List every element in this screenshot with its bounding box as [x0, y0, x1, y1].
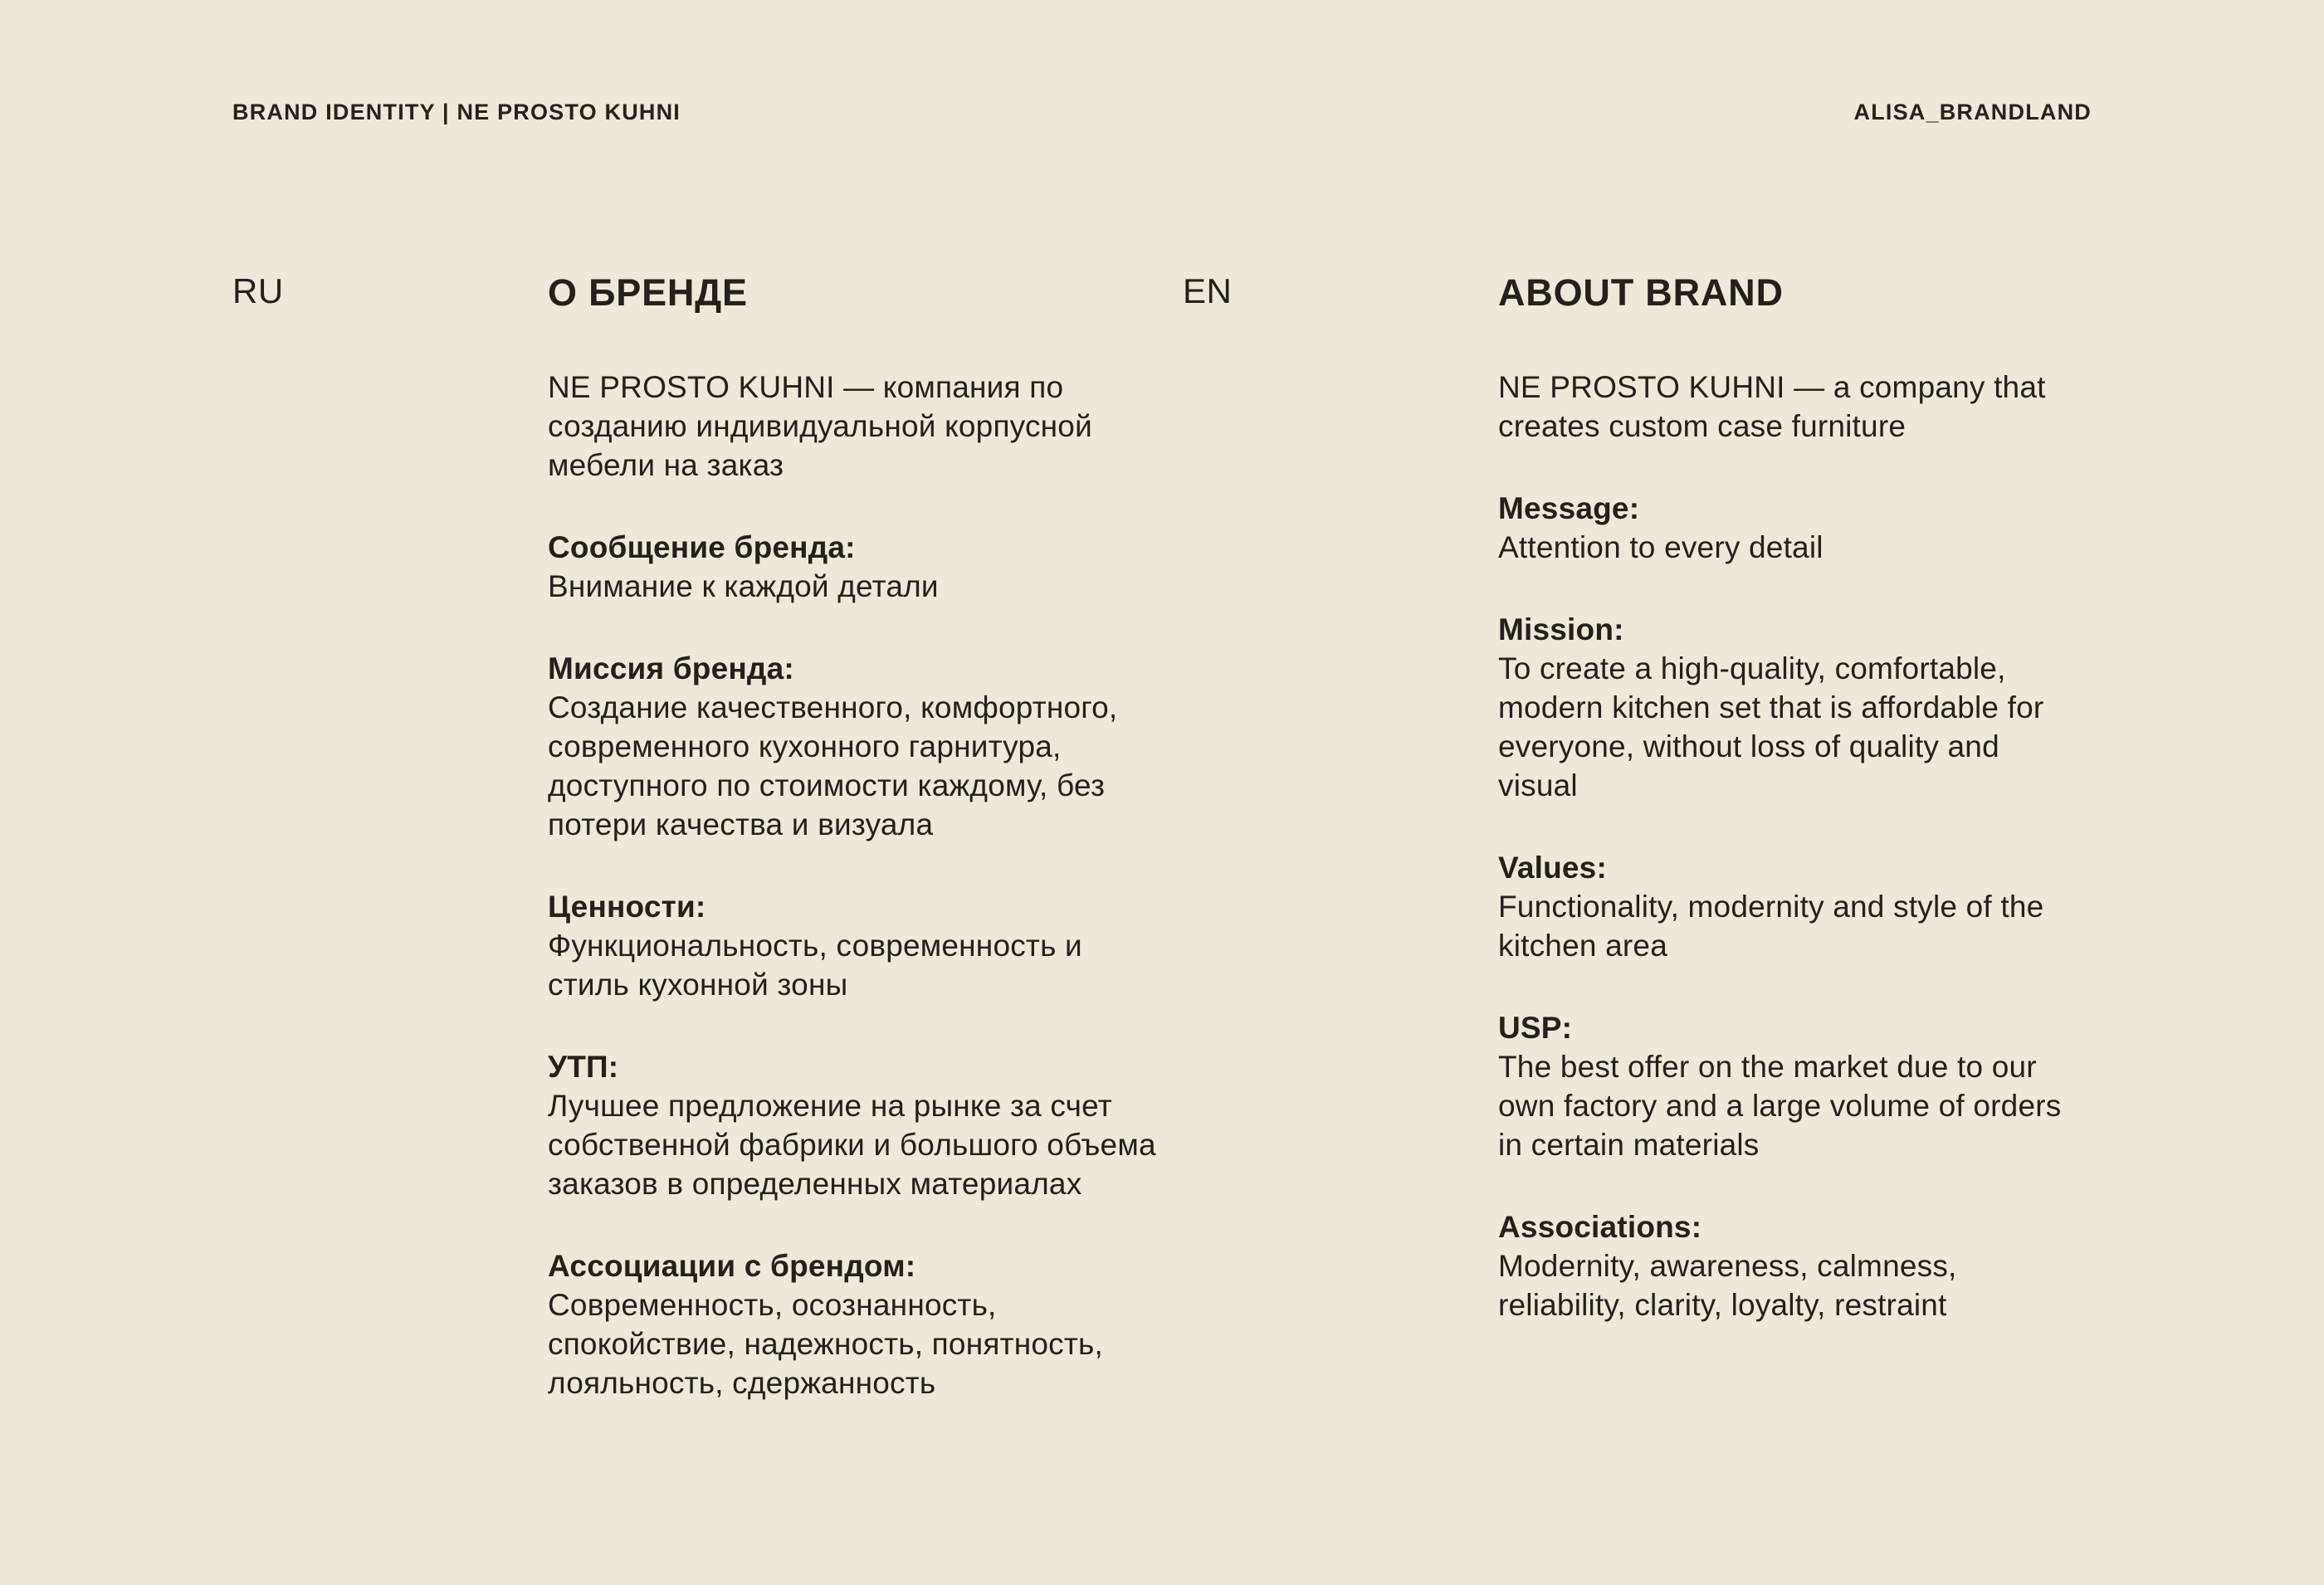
section-body: Modernity, awareness, calmness, reliability, clarity, loyalty, restraint	[1498, 1249, 1957, 1322]
section-body: Внимание к каждой детали	[548, 569, 939, 603]
section-body: Attention to every detail	[1498, 530, 1824, 564]
intro-paragraph-ru: NE PROSTO KUHNI — компания по созданию индивидуальной корпусной мебели на заказ	[548, 370, 1092, 482]
column-en	[1498, 271, 2092, 1324]
section-usp-ru	[548, 1047, 1158, 1203]
section-values-en	[1498, 848, 2067, 965]
section-body: Functionality, modernity and style of the kitchen area	[1498, 890, 2044, 963]
section-values-ru	[548, 887, 1158, 1004]
section-body: Функциональность, современность и стиль кухонной зоны	[548, 929, 1082, 1002]
intro-paragraph-en: NE PROSTO KUHNI — a company that creates custom case furniture	[1498, 370, 2046, 443]
lang-label-ru: RU	[232, 271, 284, 310]
slide-header	[232, 100, 2092, 125]
section-message-en	[1498, 489, 2067, 567]
section-title: УТП:	[548, 1050, 619, 1084]
section-body: To create a high-quality, comfortable, modern kitchen set that is affordable for everyone, without loss of quality and visual	[1498, 651, 2044, 802]
section-mission-ru	[548, 649, 1158, 844]
column-heading-ru: О БРЕНДЕ	[548, 271, 748, 314]
section-mission-en	[1498, 610, 2067, 805]
section-body: Современность, осознанность, спокойствие, надежность, понятность, лояльность, сдержанность	[548, 1288, 1103, 1400]
section-body: Создание качественного, комфортного, современного кухонного гарнитура, доступного по стоимости каждому, без потери качества и визуала	[548, 690, 1118, 841]
section-associations-ru	[548, 1246, 1158, 1402]
section-body: Лучшее предложение на рынке за счет собственной фабрики и большого объема заказов в определенных материалах	[548, 1089, 1156, 1201]
section-title: Миссия бренда:	[548, 651, 794, 685]
section-title: USP:	[1498, 1011, 1573, 1045]
content-grid	[232, 271, 2092, 1402]
section-title: Mission:	[1498, 612, 1624, 646]
section-title: Message:	[1498, 491, 1640, 525]
section-title: Values:	[1498, 851, 1607, 885]
section-title: Ассоциации с брендом:	[548, 1249, 916, 1283]
section-title: Ценности:	[548, 890, 706, 924]
section-title: Associations:	[1498, 1210, 1702, 1244]
column-ru	[548, 271, 1183, 1402]
section-body: The best offer on the market due to our own factory and a large volume of orders in certain materials	[1498, 1050, 2062, 1162]
column-heading-en: ABOUT BRAND	[1498, 271, 1784, 314]
lang-label-en: EN	[1183, 271, 1233, 310]
header-author: ALISA_BRANDLAND	[1853, 100, 2092, 124]
section-usp-en	[1498, 1008, 2067, 1164]
section-associations-en	[1498, 1207, 2067, 1324]
section-message-ru	[548, 528, 1158, 606]
section-title: Сообщение бренда:	[548, 530, 856, 564]
header-title: BRAND IDENTITY | NE PROSTO KUHNI	[232, 100, 681, 124]
